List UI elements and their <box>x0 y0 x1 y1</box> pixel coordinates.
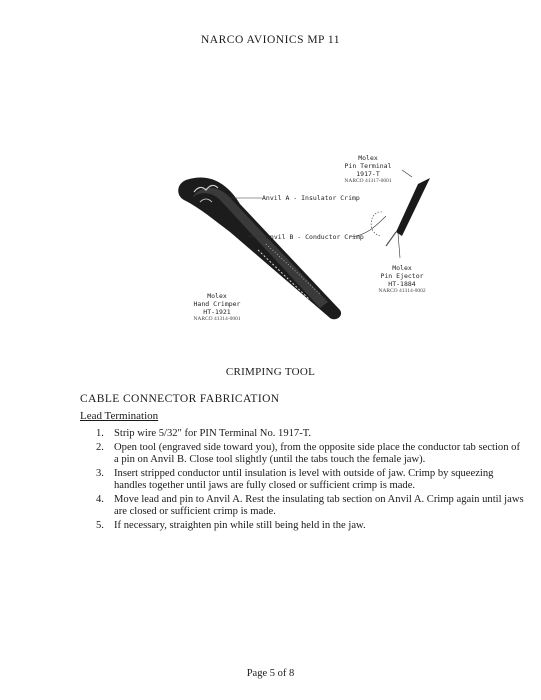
step-item <box>96 442 526 467</box>
figure-caption: CRIMPING TOOL <box>225 366 316 378</box>
step-text: Insert stripped conductor until insulation is level with outside of jaw. Crimp by squeezing handles together until jaws are fully closed or sufficient crimp is made. <box>114 467 494 491</box>
pin-terminal-label <box>336 154 400 184</box>
step-number: 1. <box>96 428 104 439</box>
hand-crimper-label <box>182 292 252 322</box>
pin-ejector-label <box>370 264 434 294</box>
step-item <box>96 428 526 441</box>
anvil-b-label: Anvil B - Conductor Crimp <box>266 233 364 241</box>
instruction-steps <box>96 428 526 533</box>
pin-ejector-name: Molex <box>392 264 412 272</box>
pin-ejector-narco: NARCO 41314-0002 <box>378 288 426 294</box>
pin-ejector-shape <box>386 178 430 246</box>
hand-crimper-name: Molex <box>207 292 227 300</box>
crimping-tool-figure <box>170 140 450 330</box>
subsection-title: Lead Termination <box>80 410 159 422</box>
pin-ejector-part: HT-1884 <box>388 280 416 288</box>
document-header: NARCO AVIONICS MP 11 <box>201 34 340 46</box>
pin-ejector-desc: Pin Ejector <box>380 272 424 280</box>
step-number: 2. <box>96 441 104 453</box>
step-text: Move lead and pin to Anvil A. Rest the insulating tab section on Anvil A. Crimp again until jaws are closed or sufficient crimp is made. <box>114 493 524 517</box>
step-text: Strip wire 5/32" for PIN Terminal No. 1917-T. <box>114 428 312 439</box>
pin-terminal-desc: Pin Terminal <box>344 162 392 170</box>
step-item <box>96 520 526 533</box>
pin-terminal-part: 1917-T <box>356 170 380 178</box>
pin-terminal-narco: NARCO 41317-0001 <box>344 178 392 184</box>
step-item <box>96 468 526 493</box>
anvil-a-label: Anvil A - Insulator Crimp <box>262 194 360 202</box>
step-text: Open tool (engraved side toward you), from the opposite side place the conductor tab section of a pin on Anvil B. Close tool slightly (until the tabs touch the female jaw). <box>114 441 520 465</box>
pin-terminal-name: Molex <box>358 154 378 162</box>
step-item <box>96 494 526 519</box>
hand-crimper-part: HT-1921 <box>203 308 231 316</box>
hand-crimper-narco: NARCO 41314-0001 <box>193 316 241 322</box>
hand-crimper-desc: Hand Crimper <box>193 300 241 308</box>
step-number: 4. <box>96 493 104 505</box>
page-number: Page 5 of 8 <box>246 668 295 679</box>
step-number: 5. <box>96 519 104 531</box>
step-number: 3. <box>96 467 104 479</box>
section-title: CABLE CONNECTOR FABRICATION <box>80 393 280 405</box>
step-text: If necessary, straighten pin while still being held in the jaw. <box>114 519 366 531</box>
